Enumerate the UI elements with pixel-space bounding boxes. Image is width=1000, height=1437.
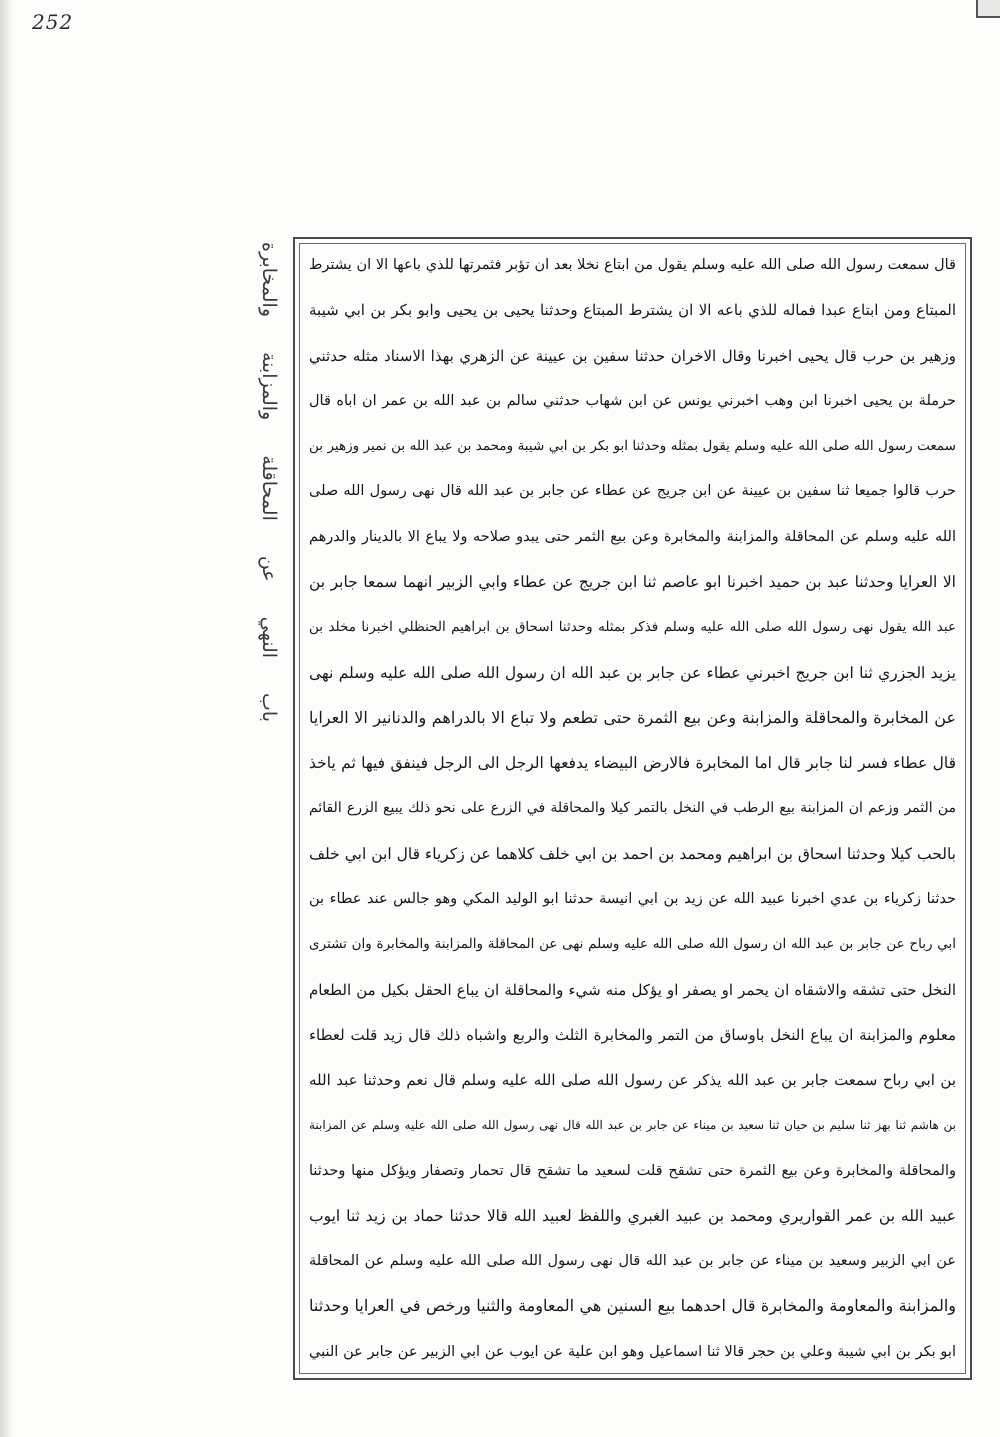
text-line: ابي رباح عن جابر بن عبد الله ان رسول الله صلى الله عليه وسلم نهى عن المحاقلة والمزابنة والمخابرة وان تشترى <box>309 936 956 953</box>
text-line: يزيد الجزري ثنا ابن جريج اخبرني عطاء عن جابر بن عبد الله ان رسول الله صلى الله عليه وسلم نهى <box>309 663 956 682</box>
margin-note <box>254 242 284 722</box>
text-line: وزهير بن حرب قال يحيى اخبرنا وقال الاخران حدثنا سفين بن عيينة عن الزهري بهذا الاسناد مثله حدثني <box>309 346 956 365</box>
text-line: عن المخابرة والمحاقلة والمزابنة وعن بيع الثمرة حتى تطعم ولا تباع الا بالدراهم والدنانير الا العرايا <box>309 707 956 727</box>
text-line: عبد الله يقول نهى رسول الله صلى الله عليه وسلم فذكر بمثله وحدثنا اسحاق بن ابراهيم الحنظلي اخبرنا مخلد بن <box>309 619 956 636</box>
manuscript-text-block <box>309 247 956 1370</box>
text-line: قال عطاء فسر لنا جابر قال اما المخابرة فالارض البيضاء يدفعها الرجل الى الرجل فينفق فيها ثم ياخذ <box>309 754 956 773</box>
binding-gutter <box>0 0 14 1437</box>
text-line: سمعت رسول الله صلى الله عليه وسلم يقول بمثله وحدثنا ابو بكر بن ابي شيبة ومحمد بن عبد الله بن نمير وزهير بن <box>309 438 956 455</box>
text-line: عبيد الله بن عمر القواريري ومحمد بن عبيد الغبري واللفظ لعبيد الله قالا حدثنا حماد بن زيد ثنا ايوب <box>309 1206 956 1225</box>
text-line: بن ابي رباح سمعت جابر بن عبد الله يذكر عن رسول الله صلى الله عليه وسلم قال نعم وحدثنا عبد الله <box>309 1071 956 1090</box>
text-line: حدثنا زكرياء بن عدي اخبرنا عبيد الله عن زيد بن ابي انيسة حدثنا ابو الوليد المكي وهو جالس عند عطاء بن <box>309 890 956 907</box>
text-line: معلوم والمزابنة ان يباع النخل باوساق من التمر والمخابرة الثلث والربع واشباه ذلك قال زيد قلت لعطاء <box>309 1025 956 1044</box>
text-line: من الثمر وزعم ان المزابنة بيع الرطب في النخل بالتمر كيلا والمحاقلة في الزرع على نحو ذلك يبيع الزرع القائم <box>309 800 956 817</box>
text-line: عن ابي الزبير وسعيد بن ميناء عن جابر بن عبد الله قال نهى رسول الله صلى الله عليه وسلم عن المحاقلة <box>309 1253 956 1270</box>
text-line: والمحاقلة والمخابرة وعن بيع الثمرة حتى تشقح قلت لسعيد ما تشقح قال تحمار وتصفار ويؤكل منها وحدثنا <box>309 1162 956 1179</box>
corner-mark <box>976 0 1000 18</box>
text-line: حرب قالوا جميعا ثنا سفين بن عيينة عن ابن جريج عن عطاء عن جابر بن عبد الله قال نهى رسول الله صلى <box>309 483 956 500</box>
text-line: النخل حتى تشقه والاشقاه ان يحمر او يصفر او يؤكل منه شيء والمحاقلة ان يباع الحقل بكيل من الطعام <box>309 980 956 999</box>
text-line: حرملة بن يحيى اخبرنا ابن وهب اخبرني يونس عن ابن شهاب حدثني سالم بن عبد الله بن عمر ان اباه قال <box>309 392 956 409</box>
margin-note-text: باب النهي عن المحاقلة والمزابنة والمخابرة <box>258 242 280 722</box>
text-line: والمزابنة والمعاومة والمخابرة قال احدهما بيع السنين هي المعاومة والثنيا ورخص في العرايا وحدثنا <box>309 1296 956 1316</box>
text-line: ابو بكر بن ابي شيبة وعلي بن حجر قالا ثنا اسماعيل وهو ابن علية عن ايوب عن ابي الزبير عن جابر عن النبي <box>309 1343 956 1360</box>
text-line: الا العرايا وحدثنا عبد بن حميد اخبرنا ابو عاصم ثنا ابن جريج عن عطاء وابي الزبير انهما سمعا جابر بن <box>309 572 956 591</box>
page-number: 252 <box>32 10 74 34</box>
text-frame <box>293 237 972 1380</box>
text-line: قال سمعت رسول الله صلى الله عليه وسلم يقول من ابتاع نخلا بعد ان تؤبر فثمرتها للذي باعها الا ان يشترط <box>309 257 956 273</box>
text-line: بن هاشم ثنا بهز ثنا سليم بن حيان ثنا سعيد بن ميناء عن جابر بن عبد الله قال نهى رسول الله صلى الله عليه وسلم عن المزابنة <box>309 1118 956 1133</box>
text-line: الله عليه وسلم عن المحاقلة والمزابنة والمخابرة وعن بيع الثمر حتى يبدو صلاحه ولا يباع الا بالدينار والدرهم <box>309 528 956 545</box>
text-line: بالحب كيلا وحدثنا اسحاق بن ابراهيم ومحمد بن احمد بن ابي خلف كلاهما عن زكرياء قال ابن ابي خلف <box>309 844 956 863</box>
text-line: المبتاع ومن ابتاع عبدا فماله للذي باعه الا ان يشترط المبتاع وحدثنا يحيى بن يحيى وابو بكر بن ابي شيبة <box>309 301 956 320</box>
